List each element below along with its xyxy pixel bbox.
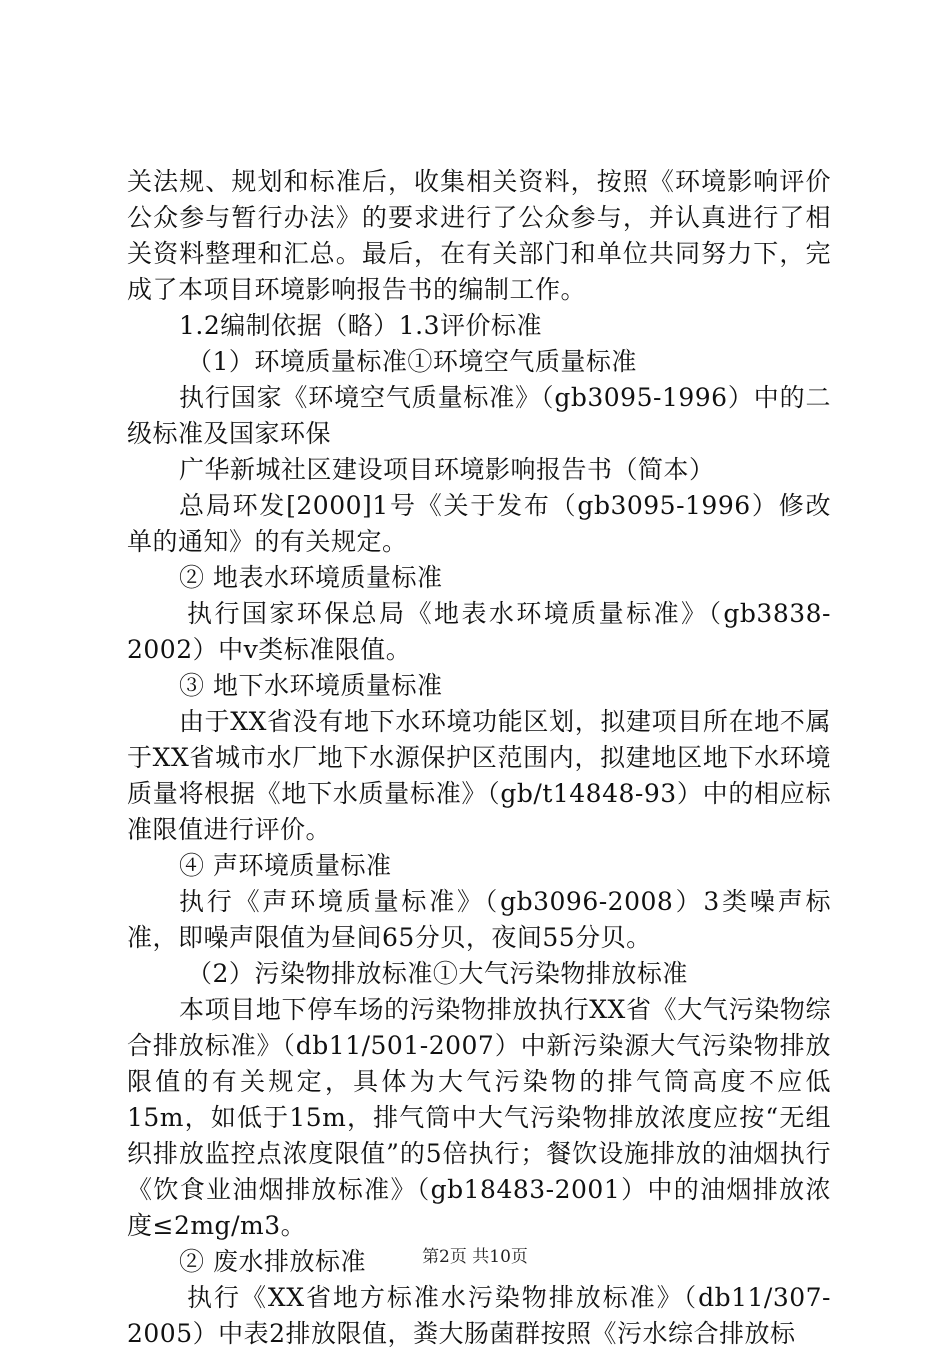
paragraph-air-quality: 执行国家《环境空气质量标准》（gb3095-1996）中的二级标准及国家环保	[127, 383, 831, 448]
document-body	[127, 164, 831, 1352]
heading-wastewater: ② 废水排放标准	[179, 1247, 366, 1276]
paragraph-intro-continued: 关法规、规划和标准后，收集相关资料，按照《环境影响评价公众参与暂行办法》的要求进行了公众参与，并认真进行了相关资料整理和汇总。最后，在有关部门和单位共同努力下，完成了本项目环境影响报告书的编制工作。	[127, 167, 831, 304]
paragraph-wastewater: 执行《XX省地方标准水污染物排放标准》（db11/307-2005）中表2排放限值，粪大肠菌群按照《污水综合排放标	[127, 1283, 831, 1348]
heading-pollutant-discharge: （2）污染物排放标准①大气污染物排放标准	[187, 959, 688, 988]
heading-environment-quality-standard: （1）环境质量标准①环境空气质量标准	[187, 347, 637, 376]
paragraph-air-pollutant: 本项目地下停车场的污染物排放执行XX省《大气污染物综合排放标准》（db11/501-2007）中新污染源大气污染物排放限值的有关规定，具体为大气污染物的排气筒高度不应低15m，如低于15m，排气筒中大气污染物排放浓度应按“无组织排放监控点浓度限值”的5倍执行；餐饮设施排放的油烟执行《饮食业油烟排放标准》（gb18483-2001）中的油烟排放浓度≤2mg/m3。	[127, 995, 831, 1240]
paragraph-air-quality-notice: 总局环发[2000]1号《关于发布（gb3095-1996）修改单的通知》的有关规定。	[127, 491, 831, 556]
running-header-title: 广华新城社区建设项目环境影响报告书（简本）	[179, 455, 715, 484]
heading-surface-water: ② 地表水环境质量标准	[179, 563, 443, 592]
page-footer: 第2页 共10页	[422, 1247, 528, 1267]
paragraph-groundwater: 由于XX省没有地下水环境功能区划，拟建项目所在地不属于XX省城市水厂地下水源保护区范围内，拟建地区地下水环境质量将根据《地下水质量标准》（gb/t14848-93）中的相应标准限值进行评价。	[127, 707, 831, 844]
heading-groundwater: ③ 地下水环境质量标准	[179, 671, 443, 700]
paragraph-surface-water: 执行国家环保总局《地表水环境质量标准》（gb3838-2002）中v类标准限值。	[127, 599, 831, 664]
paragraph-acoustic: 执行《声环境质量标准》（gb3096-2008）3类噪声标准，即噪声限值为昼间65分贝，夜间55分贝。	[127, 887, 831, 952]
heading-acoustic: ④ 声环境质量标准	[179, 851, 392, 880]
heading-compilation-basis: 1.2编制依据（略）1.3评价标准	[179, 311, 543, 340]
